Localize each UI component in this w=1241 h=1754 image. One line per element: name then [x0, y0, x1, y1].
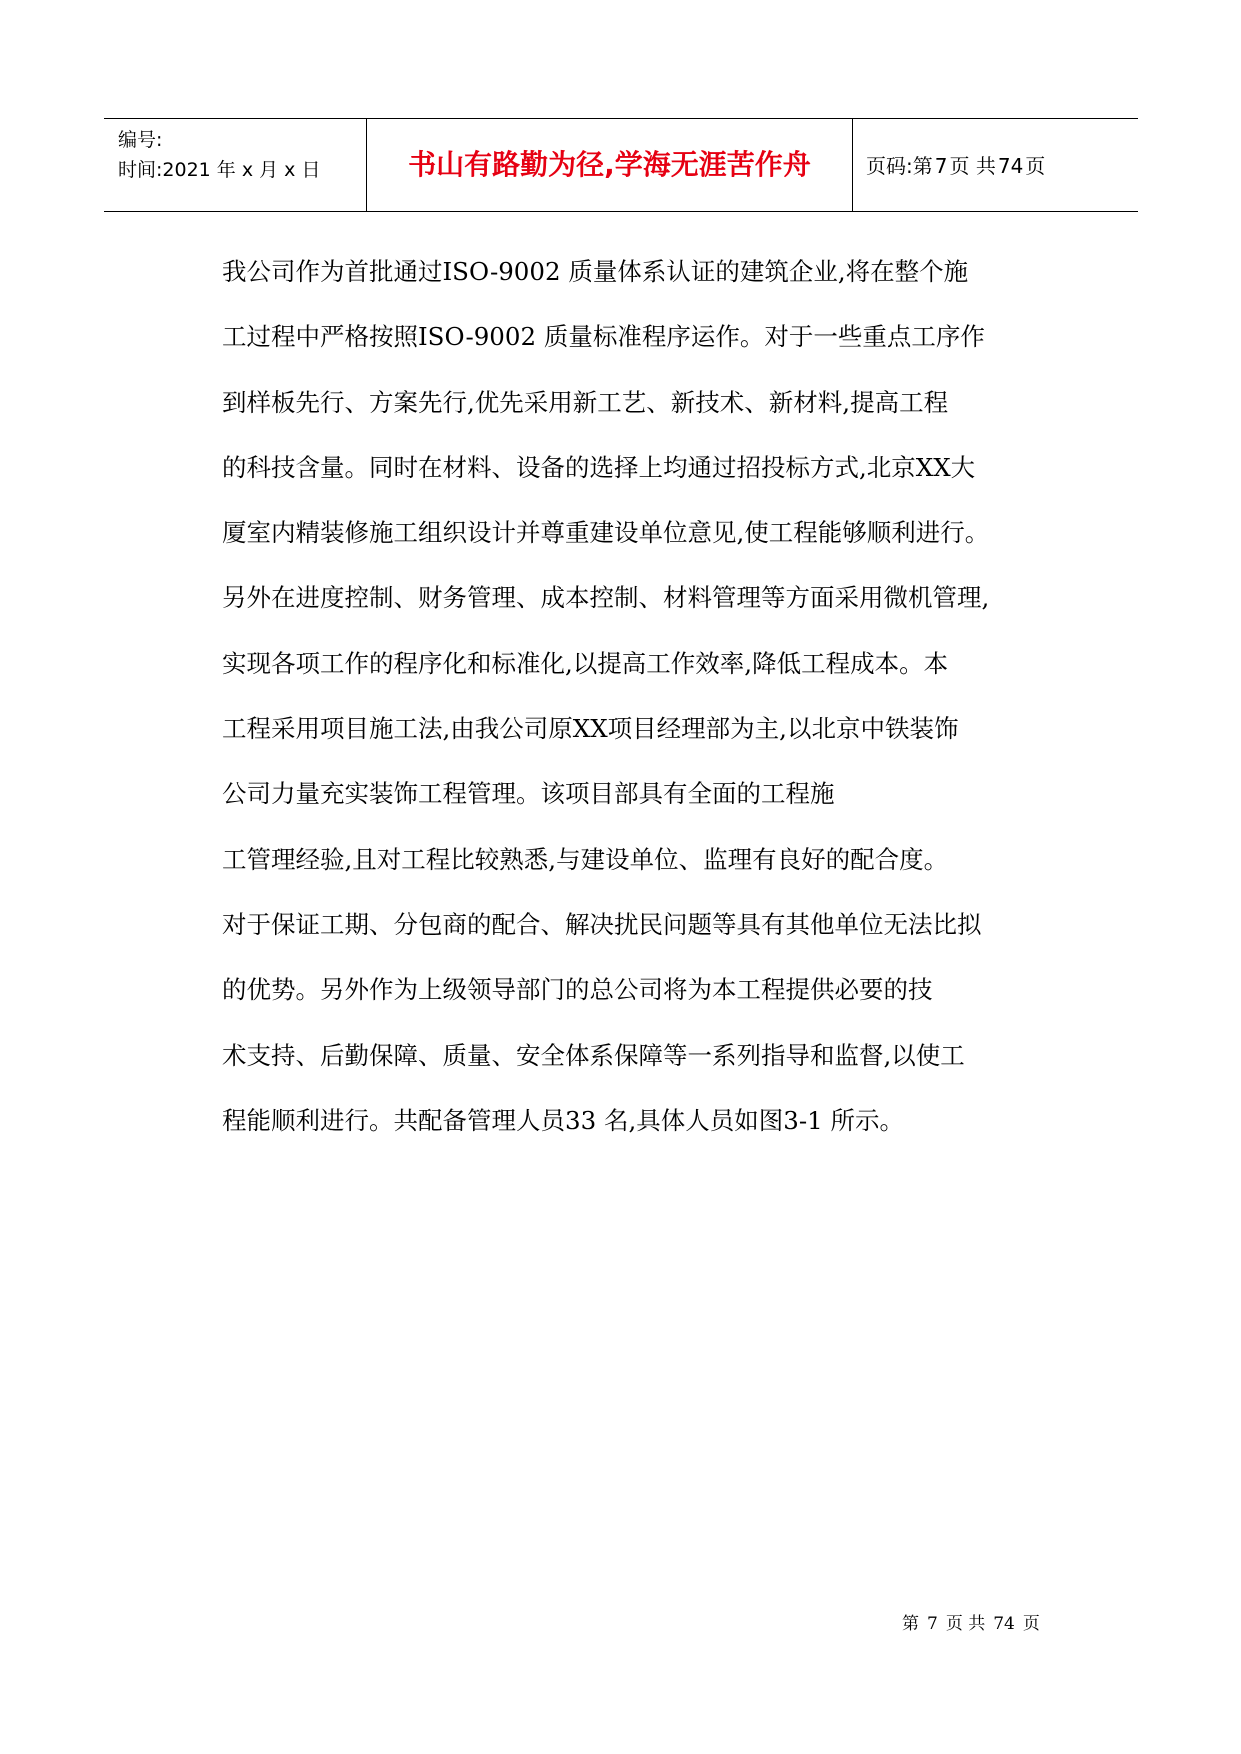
body-line: 对于保证工期、分包商的配合、解决扰民问题等具有其他单位无法比拟	[222, 909, 982, 939]
body-line: 另外在进度控制、财务管理、成本控制、材料管理等方面采用微机管理,	[222, 583, 990, 613]
body-paragraph	[222, 254, 1072, 1168]
body-line: 工程采用项目施工法,由我公司原XX项目经理部为主,以北京中铁装饰	[222, 714, 959, 744]
body-line: 到样板先行、方案先行,优先采用新工艺、新技术、新材料,提高工程	[222, 387, 949, 417]
header-motto: 书山有路勤为径,学海无涯苦作舟	[408, 148, 811, 181]
body-line: 术支持、后勤保障、质量、安全体系保障等一系列指导和监督,以使工	[222, 1040, 965, 1070]
header-info	[118, 125, 320, 185]
header-page-current: 7	[934, 154, 948, 178]
header-page-mid: 页 共	[949, 154, 996, 178]
header-divider-right	[852, 119, 853, 211]
footer-current-page: 7	[927, 1614, 938, 1634]
body-line: 工过程中严格按照ISO-9002 质量标准程序运作。对于一些重点工序作	[222, 322, 985, 352]
body-line: 程能顺利进行。共配备管理人员33 名,具体人员如图3-1 所示。	[222, 1105, 904, 1135]
body-line: 厦室内精装修施工组织设计并尊重建设单位意见,使工程能够顺利进行。	[222, 518, 990, 548]
footer-mid: 页 共	[945, 1614, 986, 1634]
header-page-suffix: 页	[1025, 154, 1046, 178]
document-time-label: 时间:2021 年 x 月 x 日	[118, 159, 321, 181]
body-line: 工管理经验,且对工程比较熟悉,与建设单位、监理有良好的配合度。	[222, 844, 949, 874]
document-number-label: 编号:	[118, 129, 163, 151]
body-line: 实现各项工作的程序化和标准化,以提高工作效率,降低工程成本。本	[222, 648, 949, 678]
body-line: 我公司作为首批通过ISO-9002 质量体系认证的建筑企业,将在整个施	[222, 257, 969, 286]
header-page-total: 74	[997, 154, 1024, 178]
body-line: 的优势。另外作为上级领导部门的总公司将为本工程提供必要的技	[222, 975, 933, 1005]
footer-suffix: 页	[1022, 1614, 1040, 1634]
footer-total-pages: 74	[993, 1614, 1015, 1634]
footer-prefix: 第	[902, 1614, 919, 1634]
header-page-info	[866, 151, 1047, 181]
body-line: 的科技含量。同时在材料、设备的选择上均通过招投标方式,北京XX大	[222, 452, 976, 482]
page-header	[104, 118, 1138, 212]
page-footer	[902, 1612, 1048, 1636]
header-page-prefix: 页码:第	[866, 154, 933, 178]
body-line: 公司力量充实装饰工程管理。该项目部具有全面的工程施	[222, 779, 835, 809]
